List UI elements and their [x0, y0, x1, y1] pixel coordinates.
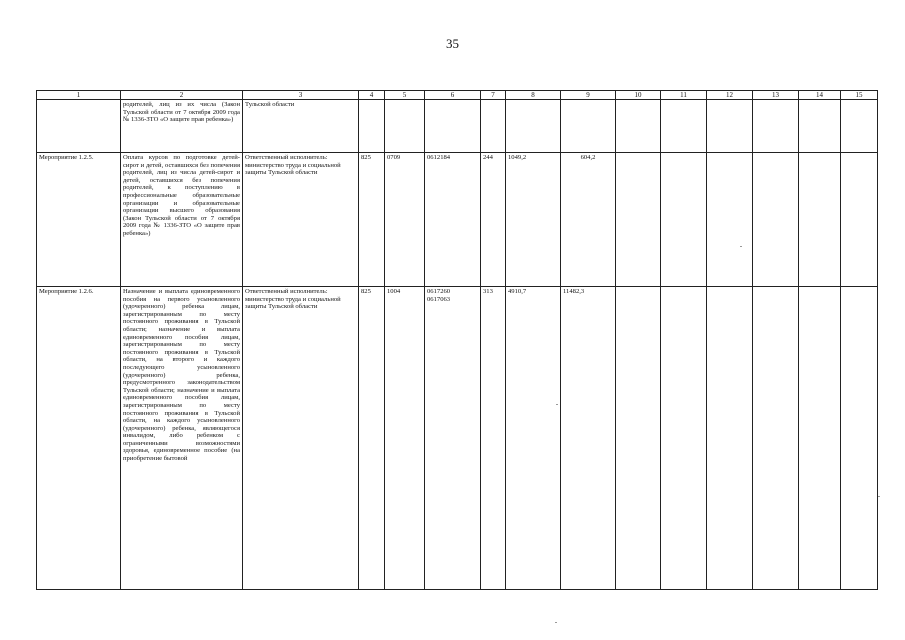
header-cell: 13: [753, 91, 799, 100]
header-cell: 7: [481, 91, 506, 100]
empty-cell: [799, 153, 841, 287]
description-cell: Назначение и выплата единовременного пособия на первого усыновленного (удочеренного) ребенка лицам, зарегистрированным по месту постоянного проживания в Тульской области; назначение и выплата единовременного пособия лицам, зарегистрированным по месту постоянного проживания в Тульской области, на второго и каждого последующего усыновленного (удочеренного) ребенка, предусмотренного законодательством Тульской области; назначение и выплата единовременного пособия лицам, зарегистрированным по месту постоянного проживания в Тульской области, на каждого усыновленного (удочеренного) ребенка, являющегося инвалидом, либо ребенком с ограниченными возможностями здоровья, единовременное пособие (на приобретение бытовой: [121, 287, 243, 590]
executor-cell: Ответственный исполнитель: министерство труда и социальной защиты Тульской области: [243, 287, 359, 590]
header-cell: 11: [661, 91, 707, 100]
empty-cell: [841, 100, 878, 153]
table-row: [37, 100, 878, 153]
description-cell: Оплата курсов по подготовке детей-сирот и детей, оставшихся без попечения родителей, лиц из числа детей-сирот и детей, оставшихся без попечения родителей, к поступлению в профессиональные образовательные организации и образовательные организации высшего образования (Закон Тульской области от 7 октября 2009 года № 1336-ЗТО «О защите прав ребенка»): [121, 153, 243, 287]
target-article-cell: [425, 153, 481, 287]
target-article-code: 0617260: [427, 288, 451, 295]
amount-cell: 11482,3: [561, 287, 616, 590]
target-article-cell: [425, 287, 481, 590]
amount-cell: 604,2: [561, 153, 616, 287]
section-cell: 0709: [385, 153, 425, 287]
empty-cell: [661, 153, 707, 287]
table-header-row: [37, 91, 878, 100]
target-article-cell: [425, 100, 481, 153]
event-cell: [37, 100, 121, 153]
header-cell: 8: [506, 91, 561, 100]
header-cell: 9: [561, 91, 616, 100]
header-cell: 12: [707, 91, 753, 100]
section-cell: 1004: [385, 287, 425, 590]
scan-speck: [555, 622, 557, 623]
header-cell: 14: [799, 91, 841, 100]
empty-cell: [616, 287, 661, 590]
target-article-code: 0612184: [427, 154, 451, 161]
event-cell: Мероприятие 1.2.5.: [37, 153, 121, 287]
table-row: [37, 153, 878, 287]
section-cell: [385, 100, 425, 153]
empty-cell: [799, 100, 841, 153]
expense-type-cell: 244: [481, 153, 506, 287]
empty-cell: [753, 100, 799, 153]
header-cell: 3: [243, 91, 359, 100]
empty-cell: [753, 153, 799, 287]
header-cell: 5: [385, 91, 425, 100]
event-cell: Мероприятие 1.2.6.: [37, 287, 121, 590]
scan-speck: [878, 496, 880, 497]
empty-cell: [707, 100, 753, 153]
header-cell: 2: [121, 91, 243, 100]
code-cell: 825: [359, 287, 385, 590]
header-cell: 1: [37, 91, 121, 100]
executor-cell: Ответственный исполнитель: министерство труда и социальной защиты Тульской области: [243, 153, 359, 287]
header-cell: 6: [425, 91, 481, 100]
scan-speck: [556, 404, 558, 405]
empty-cell: [661, 287, 707, 590]
empty-cell: [841, 287, 878, 590]
amount-cell: 4910,7: [506, 287, 561, 590]
header-cell: 15: [841, 91, 878, 100]
empty-cell: [616, 153, 661, 287]
description-cell: родителей, лиц из их числа (Закон Тульской области от 7 октября 2009 года № 1336-ЗТО «О защите прав ребенка»): [121, 100, 243, 153]
scan-speck: [740, 246, 742, 247]
amount-cell: [506, 100, 561, 153]
header-cell: 10: [616, 91, 661, 100]
code-cell: [359, 100, 385, 153]
target-article-code: 0617063: [427, 295, 451, 303]
empty-cell: [707, 287, 753, 590]
empty-cell: [661, 100, 707, 153]
code-cell: 825: [359, 153, 385, 287]
header-cell: 4: [359, 91, 385, 100]
empty-cell: [616, 100, 661, 153]
budget-table: [36, 90, 878, 590]
table-row: [37, 287, 878, 590]
empty-cell: [753, 287, 799, 590]
expense-type-cell: 313: [481, 287, 506, 590]
amount-cell: [561, 100, 616, 153]
expense-type-cell: [481, 100, 506, 153]
empty-cell: [799, 287, 841, 590]
empty-cell: [841, 153, 878, 287]
empty-cell: [707, 153, 753, 287]
amount-cell: 1049,2: [506, 153, 561, 287]
executor-cell: Тульской области: [243, 100, 359, 153]
page-number: 35: [446, 36, 459, 51]
